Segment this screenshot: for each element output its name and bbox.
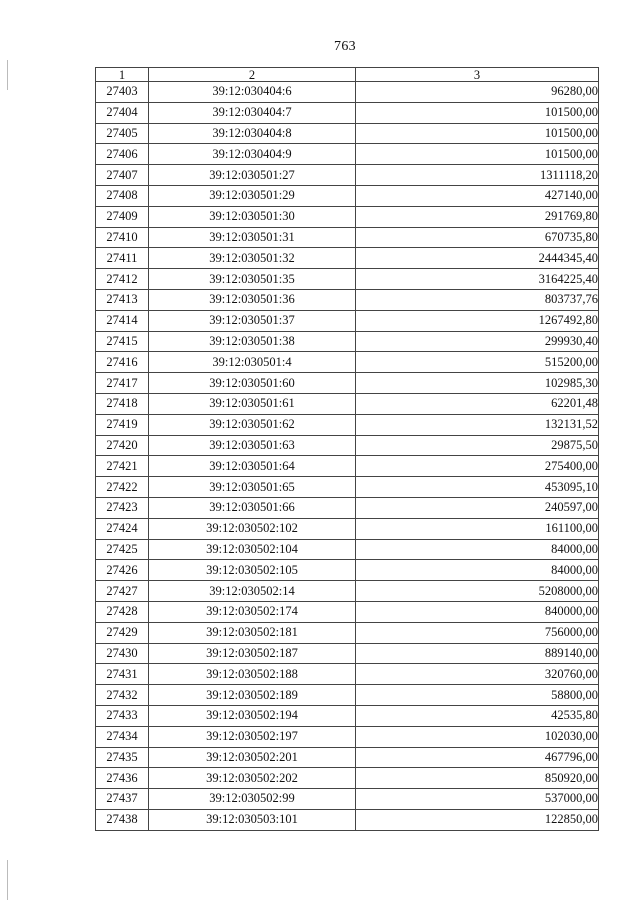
cadastral-number-cell: 39:12:030501:36	[149, 289, 356, 310]
row-number-cell: 27424	[96, 518, 149, 539]
row-number-cell: 27436	[96, 768, 149, 789]
column-header: 2	[149, 68, 356, 82]
table-body	[96, 82, 599, 831]
row-number-cell: 27429	[96, 622, 149, 643]
table-row	[96, 435, 599, 456]
row-number-cell: 27427	[96, 581, 149, 602]
row-number-cell: 27409	[96, 206, 149, 227]
row-number-cell: 27417	[96, 373, 149, 394]
cadastral-number-cell: 39:12:030502:104	[149, 539, 356, 560]
cadastral-number-cell: 39:12:030404:7	[149, 102, 356, 123]
row-number-cell: 27422	[96, 477, 149, 498]
cadastral-number-cell: 39:12:030502:181	[149, 622, 356, 643]
value-cell: 840000,00	[356, 601, 599, 622]
row-number-cell: 27416	[96, 352, 149, 373]
row-number-cell: 27411	[96, 248, 149, 269]
value-cell: 803737,76	[356, 289, 599, 310]
table-row	[96, 768, 599, 789]
row-number-cell: 27430	[96, 643, 149, 664]
cadastral-number-cell: 39:12:030502:188	[149, 664, 356, 685]
value-cell: 58800,00	[356, 685, 599, 706]
table-row	[96, 206, 599, 227]
cadastral-number-cell: 39:12:030502:201	[149, 747, 356, 768]
cadastral-number-cell: 39:12:030503:101	[149, 809, 356, 830]
cadastral-number-cell: 39:12:030501:27	[149, 165, 356, 186]
row-number-cell: 27433	[96, 705, 149, 726]
table-row	[96, 102, 599, 123]
table-row	[96, 622, 599, 643]
value-cell: 101500,00	[356, 144, 599, 165]
row-number-cell: 27437	[96, 789, 149, 810]
cadastral-number-cell: 39:12:030501:4	[149, 352, 356, 373]
table-row	[96, 289, 599, 310]
table-row	[96, 747, 599, 768]
column-header: 1	[96, 68, 149, 82]
value-cell: 122850,00	[356, 809, 599, 830]
cadastral-number-cell: 39:12:030502:202	[149, 768, 356, 789]
row-number-cell: 27432	[96, 685, 149, 706]
value-cell: 1311118,20	[356, 165, 599, 186]
table-row	[96, 601, 599, 622]
row-number-cell: 27410	[96, 227, 149, 248]
row-number-cell: 27414	[96, 310, 149, 331]
value-cell: 29875,50	[356, 435, 599, 456]
cadastral-number-cell: 39:12:030501:62	[149, 414, 356, 435]
cadastral-number-cell: 39:12:030501:35	[149, 269, 356, 290]
cadastral-number-cell: 39:12:030501:66	[149, 497, 356, 518]
table-row	[96, 643, 599, 664]
value-cell: 5208000,00	[356, 581, 599, 602]
cadastral-number-cell: 39:12:030404:6	[149, 82, 356, 103]
cadastral-number-cell: 39:12:030501:60	[149, 373, 356, 394]
cadastral-value-table	[95, 67, 599, 831]
value-cell: 515200,00	[356, 352, 599, 373]
cadastral-number-cell: 39:12:030501:32	[149, 248, 356, 269]
row-number-cell: 27421	[96, 456, 149, 477]
row-number-cell: 27426	[96, 560, 149, 581]
row-number-cell: 27420	[96, 435, 149, 456]
cadastral-number-cell: 39:12:030501:29	[149, 185, 356, 206]
row-number-cell: 27438	[96, 809, 149, 830]
cadastral-number-cell: 39:12:030501:64	[149, 456, 356, 477]
table-row	[96, 248, 599, 269]
value-cell: 889140,00	[356, 643, 599, 664]
cadastral-number-cell: 39:12:030501:30	[149, 206, 356, 227]
cadastral-number-cell: 39:12:030501:61	[149, 393, 356, 414]
table-row	[96, 123, 599, 144]
value-cell: 42535,80	[356, 705, 599, 726]
row-number-cell: 27435	[96, 747, 149, 768]
cadastral-number-cell: 39:12:030502:174	[149, 601, 356, 622]
value-cell: 756000,00	[356, 622, 599, 643]
column-header: 3	[356, 68, 599, 82]
table-row	[96, 664, 599, 685]
value-cell: 299930,40	[356, 331, 599, 352]
value-cell: 1267492,80	[356, 310, 599, 331]
table-row	[96, 539, 599, 560]
value-cell: 62201,48	[356, 393, 599, 414]
scan-margin-mark	[7, 60, 8, 90]
value-cell: 101500,00	[356, 123, 599, 144]
cadastral-number-cell: 39:12:030501:65	[149, 477, 356, 498]
table-row	[96, 414, 599, 435]
value-cell: 240597,00	[356, 497, 599, 518]
table-row	[96, 560, 599, 581]
page-number: 763	[334, 39, 356, 54]
cadastral-number-cell: 39:12:030501:63	[149, 435, 356, 456]
cadastral-number-cell: 39:12:030502:187	[149, 643, 356, 664]
table-row	[96, 185, 599, 206]
table-row	[96, 581, 599, 602]
value-cell: 84000,00	[356, 560, 599, 581]
scan-margin-mark	[7, 860, 8, 900]
row-number-cell: 27406	[96, 144, 149, 165]
value-cell: 427140,00	[356, 185, 599, 206]
cadastral-number-cell: 39:12:030502:194	[149, 705, 356, 726]
row-number-cell: 27419	[96, 414, 149, 435]
cadastral-number-cell: 39:12:030502:105	[149, 560, 356, 581]
table-row	[96, 310, 599, 331]
table-header-row	[96, 68, 599, 82]
table-row	[96, 726, 599, 747]
cadastral-number-cell: 39:12:030501:37	[149, 310, 356, 331]
table-row	[96, 373, 599, 394]
row-number-cell: 27423	[96, 497, 149, 518]
value-cell: 84000,00	[356, 539, 599, 560]
row-number-cell: 27408	[96, 185, 149, 206]
table-row	[96, 269, 599, 290]
table-row	[96, 393, 599, 414]
cadastral-number-cell: 39:12:030404:9	[149, 144, 356, 165]
row-number-cell: 27413	[96, 289, 149, 310]
table-row	[96, 82, 599, 103]
cadastral-number-cell: 39:12:030502:197	[149, 726, 356, 747]
table-row	[96, 456, 599, 477]
row-number-cell: 27431	[96, 664, 149, 685]
value-cell: 2444345,40	[356, 248, 599, 269]
value-cell: 291769,80	[356, 206, 599, 227]
table-row	[96, 227, 599, 248]
value-cell: 161100,00	[356, 518, 599, 539]
table-row	[96, 352, 599, 373]
row-number-cell: 27418	[96, 393, 149, 414]
cadastral-number-cell: 39:12:030501:38	[149, 331, 356, 352]
row-number-cell: 27403	[96, 82, 149, 103]
value-cell: 101500,00	[356, 102, 599, 123]
row-number-cell: 27412	[96, 269, 149, 290]
table-row	[96, 789, 599, 810]
value-cell: 3164225,40	[356, 269, 599, 290]
row-number-cell: 27404	[96, 102, 149, 123]
cadastral-number-cell: 39:12:030502:189	[149, 685, 356, 706]
table-row	[96, 518, 599, 539]
value-cell: 537000,00	[356, 789, 599, 810]
cadastral-number-cell: 39:12:030502:102	[149, 518, 356, 539]
table-row	[96, 685, 599, 706]
value-cell: 132131,52	[356, 414, 599, 435]
row-number-cell: 27428	[96, 601, 149, 622]
table-row	[96, 477, 599, 498]
row-number-cell: 27425	[96, 539, 149, 560]
value-cell: 850920,00	[356, 768, 599, 789]
value-cell: 453095,10	[356, 477, 599, 498]
cadastral-number-cell: 39:12:030501:31	[149, 227, 356, 248]
value-cell: 96280,00	[356, 82, 599, 103]
table-row	[96, 497, 599, 518]
row-number-cell: 27434	[96, 726, 149, 747]
value-cell: 102030,00	[356, 726, 599, 747]
cadastral-number-cell: 39:12:030502:99	[149, 789, 356, 810]
table-row	[96, 809, 599, 830]
cadastral-number-cell: 39:12:030404:8	[149, 123, 356, 144]
cadastral-number-cell: 39:12:030502:14	[149, 581, 356, 602]
value-cell: 320760,00	[356, 664, 599, 685]
table-row	[96, 705, 599, 726]
value-cell: 102985,30	[356, 373, 599, 394]
row-number-cell: 27407	[96, 165, 149, 186]
table-row	[96, 144, 599, 165]
value-cell: 670735,80	[356, 227, 599, 248]
value-cell: 467796,00	[356, 747, 599, 768]
value-cell: 275400,00	[356, 456, 599, 477]
table-row	[96, 165, 599, 186]
row-number-cell: 27415	[96, 331, 149, 352]
row-number-cell: 27405	[96, 123, 149, 144]
table-row	[96, 331, 599, 352]
